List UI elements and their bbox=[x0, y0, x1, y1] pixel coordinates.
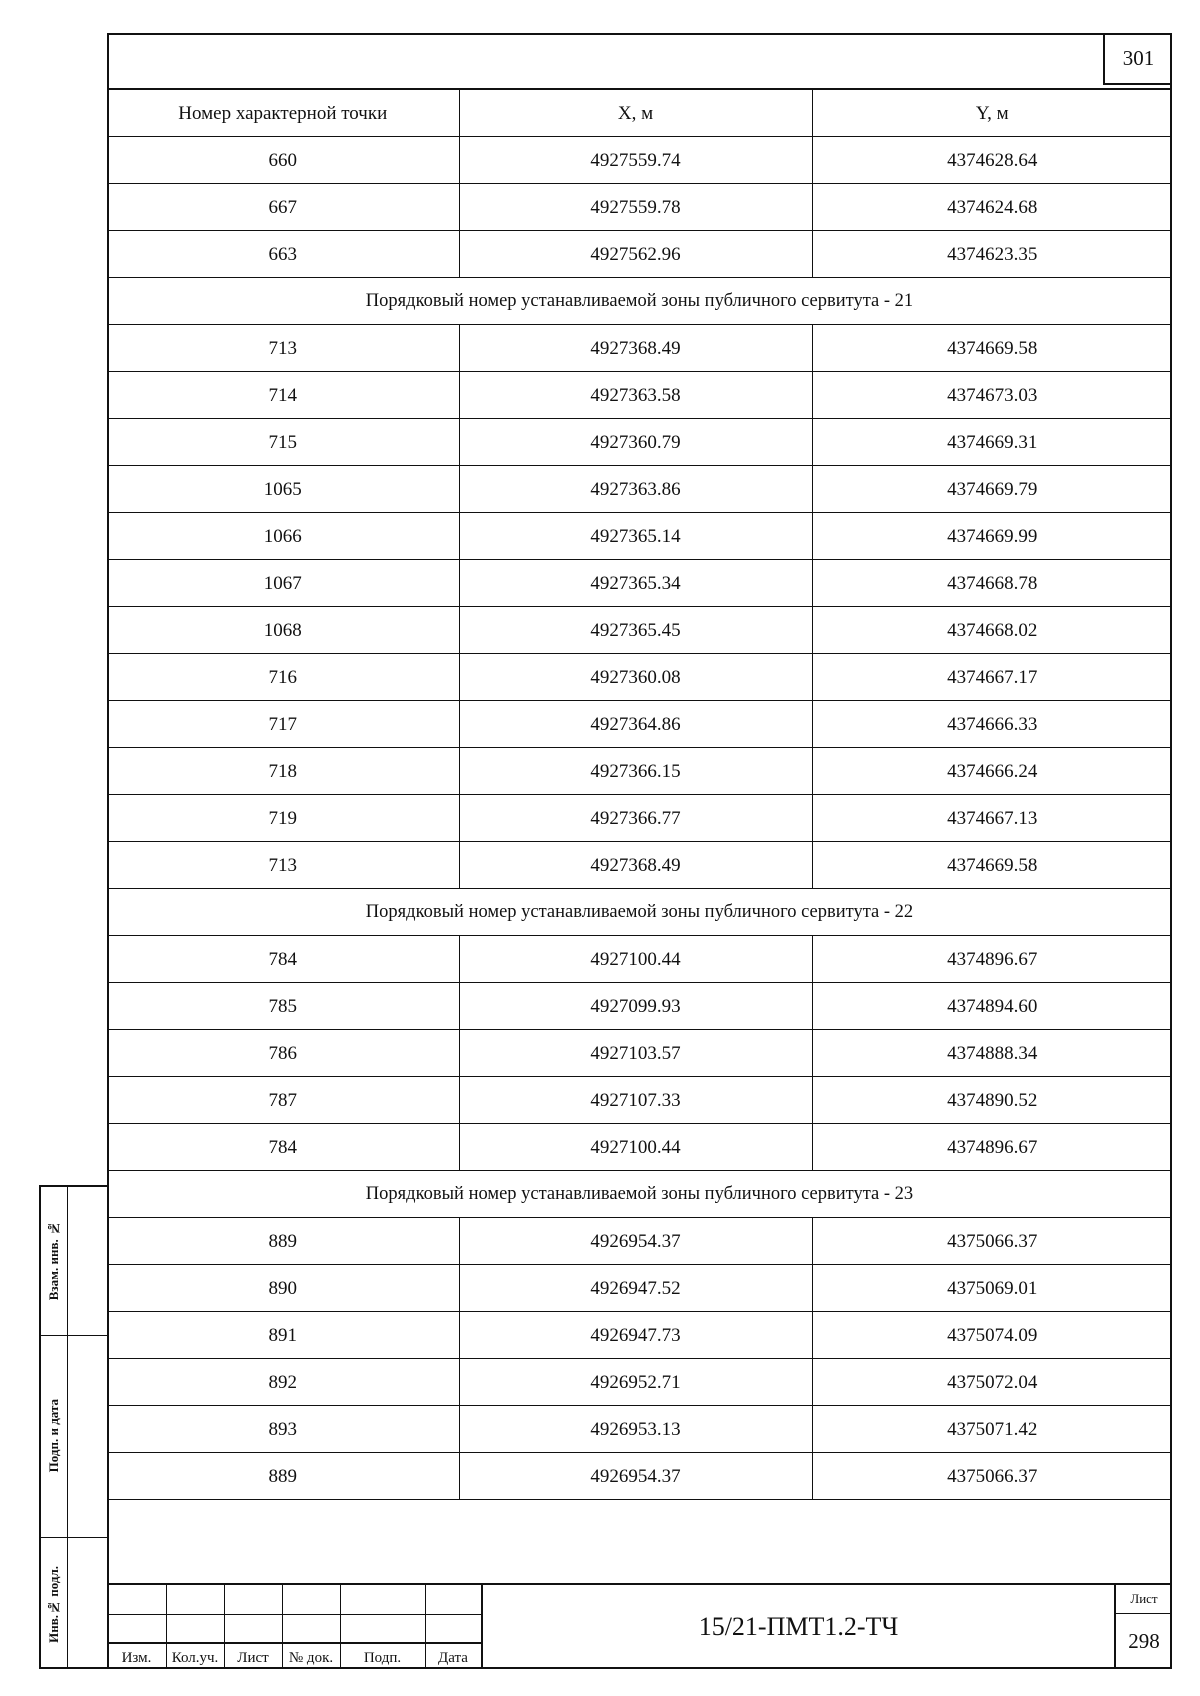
stamp-col-sheet: Лист bbox=[237, 1649, 269, 1666]
y-coordinate-cell: 4374666.24 bbox=[812, 748, 1172, 795]
point-number-cell: 892 bbox=[107, 1359, 459, 1406]
table-row bbox=[107, 748, 1172, 795]
stamp-col-change: Изм. bbox=[121, 1649, 152, 1666]
header-y: Y, м bbox=[812, 89, 1172, 137]
x-coordinate-cell: 4927365.45 bbox=[459, 607, 812, 654]
x-coordinate-cell: 4927559.74 bbox=[459, 137, 812, 184]
table-row bbox=[107, 1453, 1172, 1500]
stamp-col-date: Дата bbox=[438, 1649, 468, 1666]
header-x: X, м bbox=[459, 89, 812, 137]
section-title: Порядковый номер устанавливаемой зоны публичного сервитута - 22 bbox=[107, 889, 1172, 936]
x-coordinate-cell: 4927366.77 bbox=[459, 795, 812, 842]
y-coordinate-cell: 4374888.34 bbox=[812, 1030, 1172, 1077]
y-coordinate-cell: 4374896.67 bbox=[812, 936, 1172, 983]
x-coordinate-cell: 4927365.14 bbox=[459, 513, 812, 560]
table-row bbox=[107, 137, 1172, 184]
sidebar-column-divider bbox=[67, 1187, 68, 1667]
sheet-label: Лист bbox=[1130, 1591, 1158, 1606]
x-coordinate-cell: 4926947.73 bbox=[459, 1312, 812, 1359]
point-number-cell: 663 bbox=[107, 231, 459, 278]
coordinates-table bbox=[107, 88, 1172, 1500]
x-coordinate-cell: 4927360.08 bbox=[459, 654, 812, 701]
table-row bbox=[107, 419, 1172, 466]
point-number-cell: 787 bbox=[107, 1077, 459, 1124]
coordinates-table-body bbox=[107, 137, 1172, 1500]
stamp-col-signature: Подп. bbox=[363, 1649, 402, 1666]
y-coordinate-cell: 4374673.03 bbox=[812, 372, 1172, 419]
table-row bbox=[107, 1218, 1172, 1265]
table-row bbox=[107, 842, 1172, 889]
point-number-cell: 717 bbox=[107, 701, 459, 748]
x-coordinate-cell: 4927107.33 bbox=[459, 1077, 812, 1124]
point-number-cell: 893 bbox=[107, 1406, 459, 1453]
table-row bbox=[107, 184, 1172, 231]
table-row bbox=[107, 1406, 1172, 1453]
table-row bbox=[107, 466, 1172, 513]
section-header-row bbox=[107, 889, 1172, 936]
y-coordinate-cell: 4374894.60 bbox=[812, 983, 1172, 1030]
x-coordinate-cell: 4927364.86 bbox=[459, 701, 812, 748]
y-coordinate-cell: 4374628.64 bbox=[812, 137, 1172, 184]
x-coordinate-cell: 4927559.78 bbox=[459, 184, 812, 231]
stamp-col-doc-number: № док. bbox=[288, 1649, 334, 1666]
point-number-cell: 785 bbox=[107, 983, 459, 1030]
table-row bbox=[107, 325, 1172, 372]
table-row bbox=[107, 1124, 1172, 1171]
x-coordinate-cell: 4927099.93 bbox=[459, 983, 812, 1030]
table-row bbox=[107, 231, 1172, 278]
table-row bbox=[107, 560, 1172, 607]
y-coordinate-cell: 4375072.04 bbox=[812, 1359, 1172, 1406]
sheet-number: 298 bbox=[1128, 1628, 1160, 1653]
y-coordinate-cell: 4374669.99 bbox=[812, 513, 1172, 560]
y-coordinate-cell: 4374890.52 bbox=[812, 1077, 1172, 1124]
x-coordinate-cell: 4926954.37 bbox=[459, 1218, 812, 1265]
y-coordinate-cell: 4374668.78 bbox=[812, 560, 1172, 607]
table-row bbox=[107, 607, 1172, 654]
replacement-inventory-label bbox=[41, 1187, 67, 1335]
x-coordinate-cell: 4927368.49 bbox=[459, 325, 812, 372]
original-inventory-text: Инв.№ подл. bbox=[46, 1565, 61, 1643]
point-number-cell: 1065 bbox=[107, 466, 459, 513]
point-number-cell: 890 bbox=[107, 1265, 459, 1312]
table-row bbox=[107, 983, 1172, 1030]
y-coordinate-cell: 4375074.09 bbox=[812, 1312, 1172, 1359]
y-coordinate-cell: 4374896.67 bbox=[812, 1124, 1172, 1171]
section-title: Порядковый номер устанавливаемой зоны публичного сервитута - 21 bbox=[107, 278, 1172, 325]
y-coordinate-cell: 4375066.37 bbox=[812, 1453, 1172, 1500]
x-coordinate-cell: 4926947.52 bbox=[459, 1265, 812, 1312]
y-coordinate-cell: 4375071.42 bbox=[812, 1406, 1172, 1453]
point-number-cell: 786 bbox=[107, 1030, 459, 1077]
x-coordinate-cell: 4927366.15 bbox=[459, 748, 812, 795]
point-number-cell: 718 bbox=[107, 748, 459, 795]
y-coordinate-cell: 4374667.17 bbox=[812, 654, 1172, 701]
section-header-row bbox=[107, 278, 1172, 325]
point-number-cell: 891 bbox=[107, 1312, 459, 1359]
table-row bbox=[107, 795, 1172, 842]
y-coordinate-cell: 4374669.58 bbox=[812, 842, 1172, 889]
x-coordinate-cell: 4927363.58 bbox=[459, 372, 812, 419]
table-row bbox=[107, 1312, 1172, 1359]
table-row bbox=[107, 513, 1172, 560]
point-number-cell: 667 bbox=[107, 184, 459, 231]
point-number-cell: 716 bbox=[107, 654, 459, 701]
x-coordinate-cell: 4927363.86 bbox=[459, 466, 812, 513]
point-number-cell: 889 bbox=[107, 1218, 459, 1265]
title-block bbox=[107, 1583, 1172, 1669]
y-coordinate-cell: 4374666.33 bbox=[812, 701, 1172, 748]
point-number-cell: 715 bbox=[107, 419, 459, 466]
table-row bbox=[107, 1359, 1172, 1406]
header-point-number: Номер характерной точки bbox=[107, 89, 459, 137]
y-coordinate-cell: 4374669.79 bbox=[812, 466, 1172, 513]
x-coordinate-cell: 4926953.13 bbox=[459, 1406, 812, 1453]
y-coordinate-cell: 4375069.01 bbox=[812, 1265, 1172, 1312]
x-coordinate-cell: 4926952.71 bbox=[459, 1359, 812, 1406]
table-row bbox=[107, 1265, 1172, 1312]
y-coordinate-cell: 4374624.68 bbox=[812, 184, 1172, 231]
point-number-cell: 713 bbox=[107, 325, 459, 372]
table-row bbox=[107, 372, 1172, 419]
x-coordinate-cell: 4927360.79 bbox=[459, 419, 812, 466]
point-number-cell: 719 bbox=[107, 795, 459, 842]
point-number-cell: 660 bbox=[107, 137, 459, 184]
x-coordinate-cell: 4926954.37 bbox=[459, 1453, 812, 1500]
signature-date-text: Подп. и дата bbox=[46, 1399, 61, 1473]
point-number-cell: 1066 bbox=[107, 513, 459, 560]
y-coordinate-cell: 4374669.58 bbox=[812, 325, 1172, 372]
replacement-inventory-text: Взам. инв. № bbox=[46, 1221, 61, 1301]
point-number-cell: 784 bbox=[107, 936, 459, 983]
section-header-row bbox=[107, 1171, 1172, 1218]
point-number-cell: 713 bbox=[107, 842, 459, 889]
original-inventory-label bbox=[41, 1537, 67, 1671]
point-number-cell: 784 bbox=[107, 1124, 459, 1171]
x-coordinate-cell: 4927100.44 bbox=[459, 936, 812, 983]
y-coordinate-cell: 4374667.13 bbox=[812, 795, 1172, 842]
document-code: 15/21-ПМТ1.2-ТЧ bbox=[698, 1612, 899, 1641]
table-row bbox=[107, 1077, 1172, 1124]
point-number-cell: 714 bbox=[107, 372, 459, 419]
x-coordinate-cell: 4927365.34 bbox=[459, 560, 812, 607]
y-coordinate-cell: 4374623.35 bbox=[812, 231, 1172, 278]
table-row bbox=[107, 936, 1172, 983]
approval-sidebar bbox=[39, 1185, 107, 1669]
y-coordinate-cell: 4374668.02 bbox=[812, 607, 1172, 654]
table-header-row bbox=[107, 89, 1172, 137]
x-coordinate-cell: 4927100.44 bbox=[459, 1124, 812, 1171]
table-row bbox=[107, 654, 1172, 701]
x-coordinate-cell: 4927368.49 bbox=[459, 842, 812, 889]
section-title: Порядковый номер устанавливаемой зоны публичного сервитута - 23 bbox=[107, 1171, 1172, 1218]
y-coordinate-cell: 4375066.37 bbox=[812, 1218, 1172, 1265]
x-coordinate-cell: 4927562.96 bbox=[459, 231, 812, 278]
y-coordinate-cell: 4374669.31 bbox=[812, 419, 1172, 466]
signature-date-label bbox=[41, 1335, 67, 1537]
point-number-cell: 889 bbox=[107, 1453, 459, 1500]
table-row bbox=[107, 1030, 1172, 1077]
x-coordinate-cell: 4927103.57 bbox=[459, 1030, 812, 1077]
top-sheet-number bbox=[1103, 33, 1172, 85]
stamp-col-count: Кол.уч. bbox=[171, 1649, 219, 1666]
table-row bbox=[107, 701, 1172, 748]
top-sheet-number-text: 301 bbox=[1122, 45, 1155, 70]
point-number-cell: 1067 bbox=[107, 560, 459, 607]
point-number-cell: 1068 bbox=[107, 607, 459, 654]
